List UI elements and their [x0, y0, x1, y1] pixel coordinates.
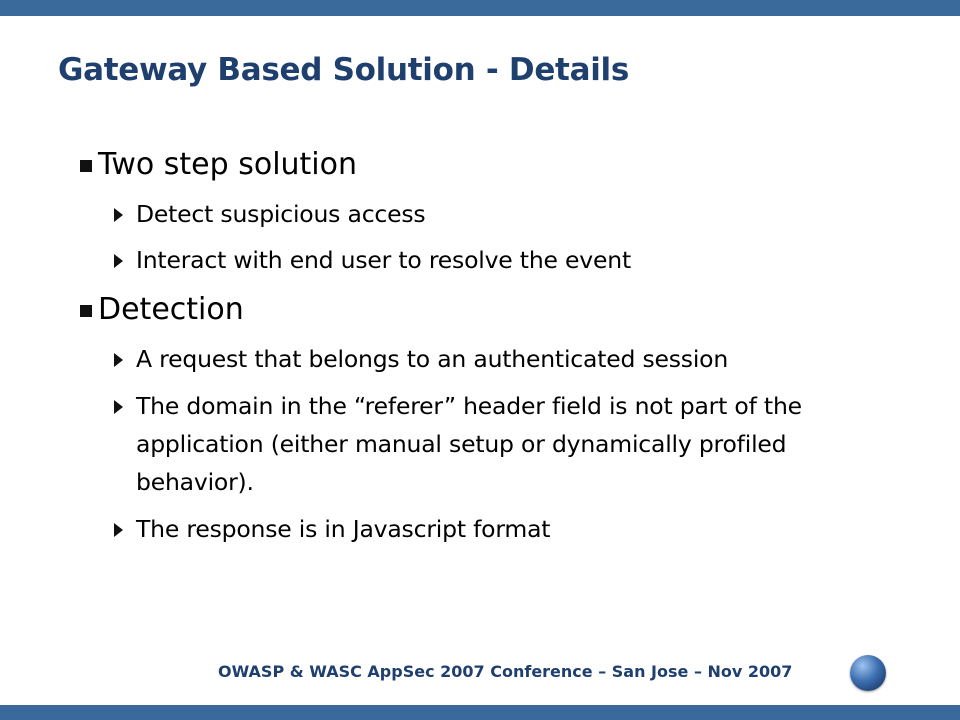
- triangle-arrow-icon: [114, 400, 123, 414]
- square-bullet-icon: [80, 305, 92, 317]
- section-heading-label: Two step solution: [98, 147, 358, 182]
- list-item: [114, 241, 906, 279]
- list-item-label: The domain in the “referer” header field is not part of the application (either manual setup or dynamically profiled behavior).: [136, 392, 802, 496]
- list-item-label: A request that belongs to an authenticated session: [136, 345, 729, 373]
- slide-footer: OWASP & WASC AppSec 2007 Conference – San Jose – Nov 2007: [218, 662, 793, 681]
- list-item: [114, 195, 906, 233]
- slide-title: Gateway Based Solution - Details: [58, 52, 629, 88]
- list-item-label: Interact with end user to resolve the event: [136, 246, 631, 274]
- triangle-arrow-icon: [114, 353, 123, 367]
- triangle-arrow-icon: [114, 523, 123, 537]
- owasp-globe-icon: [850, 655, 886, 691]
- square-bullet-icon: [80, 160, 92, 172]
- triangle-arrow-icon: [114, 208, 123, 222]
- bottom-bar: [0, 705, 960, 720]
- list-item-label: The response is in Javascript format: [136, 515, 551, 543]
- list-item: [114, 340, 906, 378]
- list-item-label: Detect suspicious access: [136, 200, 426, 228]
- section-heading-label: Detection: [98, 292, 244, 327]
- triangle-arrow-icon: [114, 254, 123, 268]
- list-item: [114, 510, 906, 548]
- list-item: [114, 387, 906, 501]
